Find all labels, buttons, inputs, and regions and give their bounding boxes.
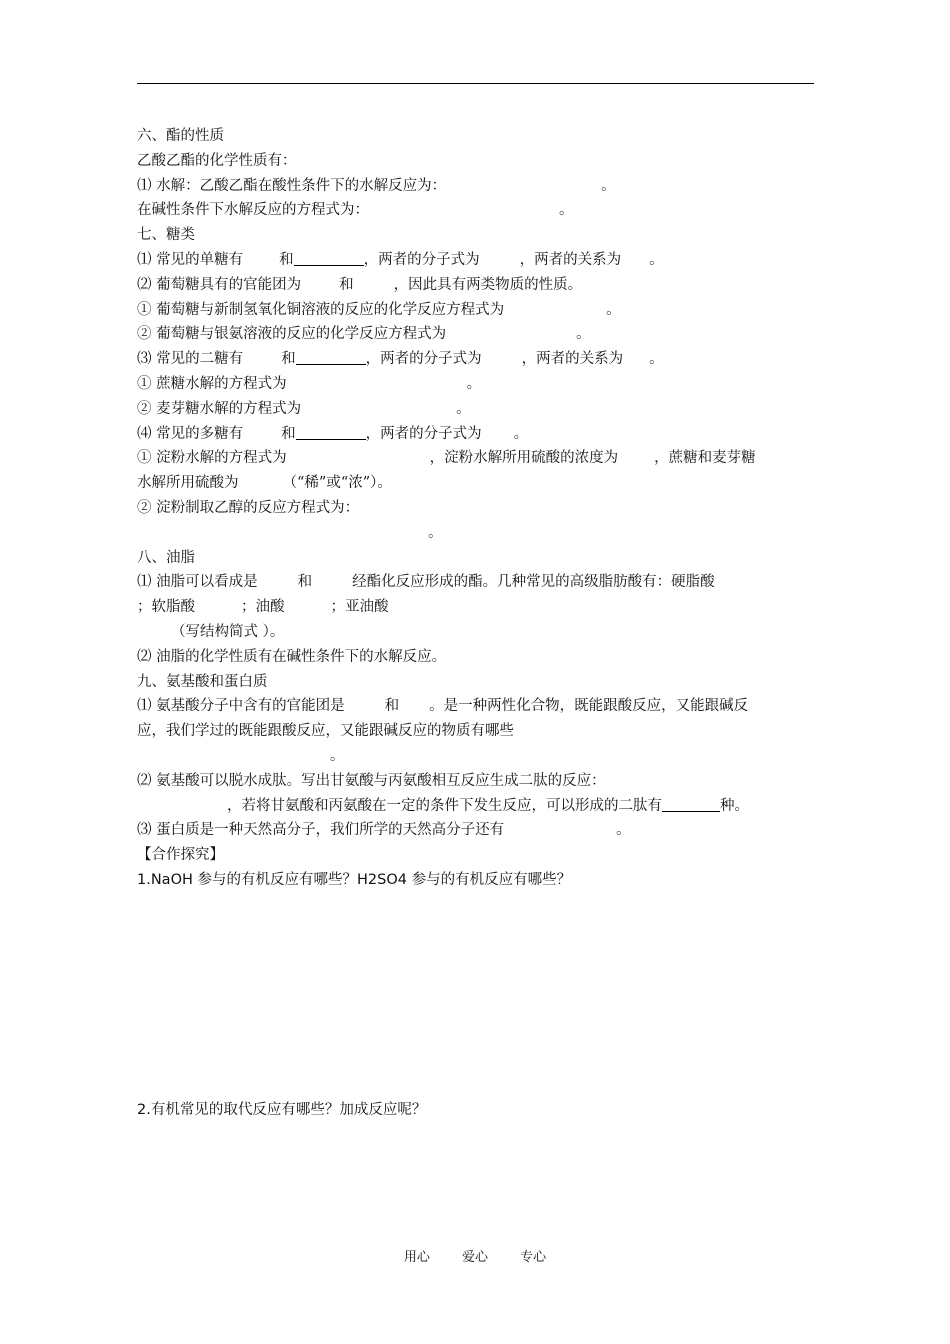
text-line: ⑴ 水解：乙酸乙酯在酸性条件下的水解反应为： 。: [137, 177, 616, 194]
text-line: 在碱性条件下水解反应的方程式为： 。: [137, 202, 574, 219]
text-line: ① 淀粉水解的方程式为 ，淀粉水解所用硫酸的浓度为 ，蔗糖和麦芽糖: [137, 450, 756, 467]
text-line: 乙酸乙酯的化学性质有：: [137, 152, 297, 169]
footer-text: 用心: [403, 1250, 430, 1265]
text-line: ② 淀粉制取乙醇的反应方程式为：: [137, 499, 360, 516]
page-footer: [0, 1246, 950, 1265]
text-line: ⑶ 蛋白质是一种天然高分子，我们所学的天然高分子还有 。: [137, 822, 631, 839]
text-line: ⑴ 氨基酸分子中含有的官能团是 和 。是一种两性化合物，既能跟酸反应，又能跟碱反: [137, 698, 749, 715]
text-line: ⑵ 氨基酸可以脱水成肽。写出甘氨酸与丙氨酸相互反应生成二肽的反应：: [137, 772, 606, 789]
text-line: 应，我们学过的既能跟酸反应，又能跟碱反应的物质有哪些: [137, 723, 514, 740]
text-line: ⑶ 常见的二糖有 和 ，两者的分子式为 ，两者的关系为 。: [137, 351, 664, 368]
worksheet-body: [137, 124, 814, 1123]
text-line: ② 葡萄糖与银氨溶液的反应的化学反应方程式为 。: [137, 326, 591, 343]
text-line: ⑴ 常见的单糖有 和 ，两者的分子式为 ，两者的关系为 。: [137, 251, 664, 268]
cooperative-inquiry-title: 【合作探究】: [137, 847, 224, 864]
section-9-title: 九、氨基酸和蛋白质: [137, 673, 268, 690]
footer-text: 专心: [520, 1250, 547, 1265]
text-line: ① 葡萄糖与新制氢氧化铜溶液的反应的化学反应方程式为 。: [137, 301, 621, 318]
question-1: 1.NaOH 参与的有机反应有哪些？H2SO4 参与的有机反应有哪些？: [137, 871, 572, 888]
header-rule: [137, 83, 814, 84]
text-line: ，若将甘氨酸和丙氨酸在一定的条件下发生反应，可以形成的二肽有 种。: [227, 797, 749, 814]
text-line: 。: [330, 747, 345, 764]
text-line: ⑴ 油脂可以看成是 和 经酯化反应形成的酯。几种常见的高级脂肪酸有：硬脂酸: [137, 574, 715, 591]
text-line: 。: [428, 524, 443, 541]
text-line: ⑵ 油脂的化学性质有在碱性条件下的水解反应。: [137, 648, 447, 665]
section-8-title: 八、油脂: [137, 549, 195, 566]
text-line: ⑷ 常见的多糖有 和 ，两者的分子式为 。: [137, 425, 529, 442]
question-2: 2.有机常见的取代反应有哪些？加成反应呢？: [137, 1101, 427, 1118]
footer-text: 爱心: [461, 1250, 488, 1265]
text-line: 水解所用硫酸为 （“稀”或“浓”）。: [137, 475, 392, 492]
section-6-title: 六、酯的性质: [137, 128, 224, 144]
text-line: ② 麦芽糖水解的方程式为 。: [137, 400, 471, 417]
section-7-title: 七、糖类: [137, 227, 195, 244]
answer-blank[interactable]: [294, 250, 364, 266]
answer-blank[interactable]: [296, 424, 366, 440]
answer-blank[interactable]: [662, 796, 720, 812]
answer-space-1[interactable]: [137, 893, 814, 1098]
text-line: （写结构简式 ）。: [171, 623, 285, 640]
text-line: ；软脂酸 ；油酸 ；亚油酸: [137, 599, 389, 616]
text-line: ⑵ 葡萄糖具有的官能团为 和 ，因此具有两类物质的性质。: [137, 276, 583, 293]
text-line: ① 蔗糖水解的方程式为 。: [137, 375, 482, 392]
answer-blank[interactable]: [296, 349, 366, 365]
